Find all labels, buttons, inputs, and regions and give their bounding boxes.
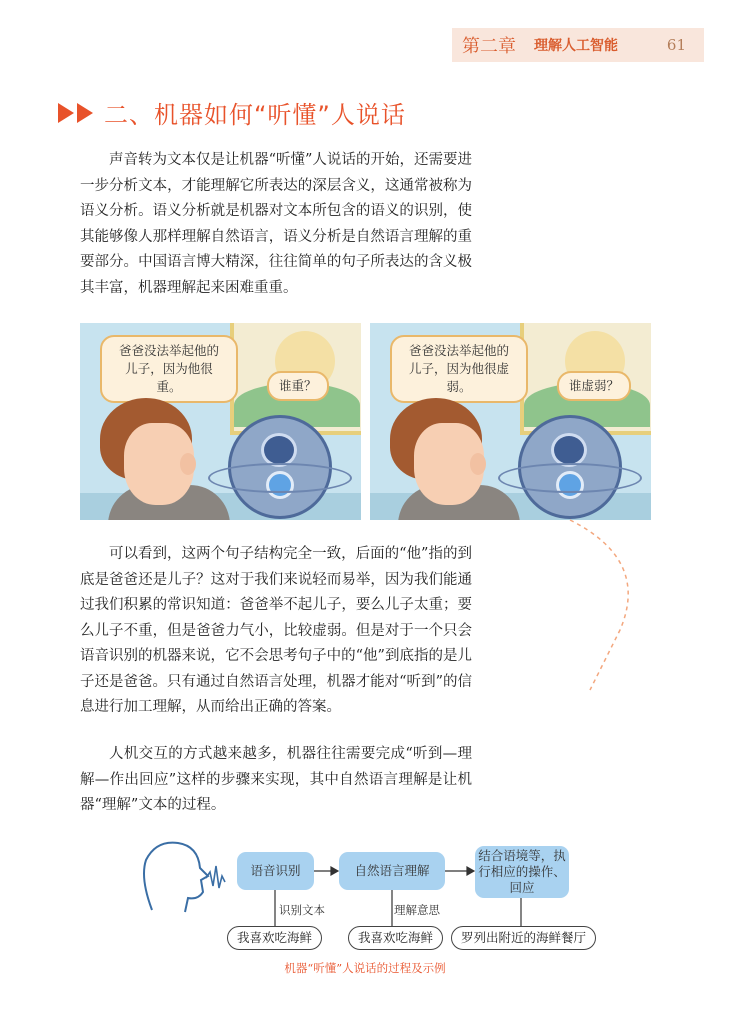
- double-arrow-icon: [58, 103, 96, 123]
- paragraph-1: 声音转为文本仅是让机器“听懂”人说话的开始，还需要进一步分析文本，才能理解它所表达的深层含义，这通常被称为语义分析。语义分析就是机器对文本所包含的语义的识别，使其能够像人那样理解自然语言，语义分析是自然语言理解的重要部分。中国语言博大精深，往往简单的句子所表达的含义极其丰富，机器理解起来困难重重。: [80, 152, 472, 296]
- robot-question-bubble: 谁虚弱？: [557, 371, 631, 401]
- paragraph-3: 人机交互的方式越来越多，机器往往需要完成“听到—理解—作出回应”这样的步骤来实现，其中自然语言理解是让机器“理解”文本的过程。: [80, 746, 472, 813]
- flow-example-3: 罗列出附近的海鲜餐厅: [451, 926, 596, 950]
- decorative-dashed-curve: [560, 490, 680, 700]
- chapter-title: 理解人工智能: [534, 38, 618, 54]
- speech-bubble: 爸爸没法举起他的儿子，因为他很虚弱。: [390, 335, 528, 403]
- flow-label-recognize-text: 识别文本: [279, 903, 325, 917]
- flow-step-speech-recognition: 语音识别: [237, 852, 314, 890]
- illustration-panel-1: [80, 323, 361, 520]
- flow-example-1: 我喜欢吃海鲜: [227, 926, 322, 950]
- section-title: 二、机器如何“听懂”人说话: [104, 101, 406, 129]
- page-number: 61: [666, 36, 686, 54]
- flow-step-nlu: 自然语言理解: [339, 852, 445, 890]
- flow-label-understand: 理解意思: [394, 903, 440, 917]
- chapter-number: 第二章: [462, 36, 516, 57]
- flow-step-response: 结合语境等，执行相应的操作、回应: [475, 846, 569, 898]
- robot-question-bubble: 谁重？: [267, 371, 329, 401]
- running-header: [452, 28, 704, 62]
- paragraph-2: 可以看到，这两个句子结构完全一致，后面的“他”指的到底是爸爸还是儿子？这对于我们来说轻而易举，因为我们能通过我们积累的常识知道：爸爸举不起儿子，要么儿子太重；要么儿子不重，但是爸爸力气小，比较虚弱。但是对于一个只会语音识别的机器来说，它不会思考句子中的“他”到底指的是儿子还是爸爸。只有通过自然语言处理，机器才能对“听到”的信息进行加工理解，从而给出正确的答案。: [80, 546, 472, 715]
- flow-example-2: 我喜欢吃海鲜: [348, 926, 443, 950]
- head-profile-icon: [144, 843, 225, 912]
- figure-caption: 机器“听懂”人说话的过程及示例: [284, 961, 446, 975]
- speech-bubble: 爸爸没法举起他的儿子，因为他很重。: [100, 335, 238, 403]
- section-heading: [58, 95, 406, 130]
